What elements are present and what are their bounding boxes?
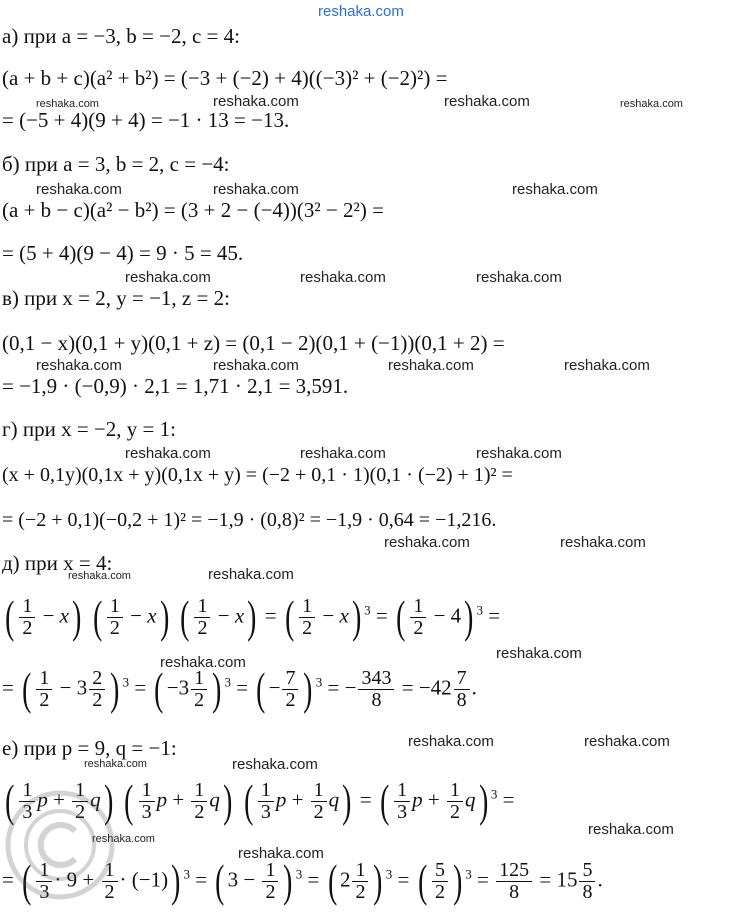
num: 7 <box>282 668 298 690</box>
num: 1 <box>194 596 210 618</box>
num: 5 <box>579 860 595 882</box>
part-a-line-2: = (−5 + 4)(9 + 4) = −1 · 13 = −13. <box>2 108 290 132</box>
num: 1 <box>102 860 118 882</box>
part-d-heading: д) при x = 4: <box>2 551 113 575</box>
watermark: reshaka.com <box>444 93 530 110</box>
num: 1 <box>311 780 327 802</box>
num: 7 <box>454 668 470 690</box>
watermark: reshaka.com <box>388 357 474 374</box>
mixed-whole: 3 <box>76 675 88 700</box>
num: 1 <box>258 780 274 802</box>
value-minus-1: (−1) <box>131 867 169 892</box>
watermark: reshaka.com <box>476 445 562 462</box>
watermark: reshaka.com <box>213 93 299 110</box>
var-x: x <box>339 603 349 628</box>
den: 2 <box>75 801 86 823</box>
part-a-heading: а) при a = −3, b = −2, c = 4: <box>2 24 240 48</box>
watermark: reshaka.com <box>496 645 582 662</box>
result-whole: −42 <box>418 675 452 700</box>
den: 2 <box>302 617 313 639</box>
num: 1 <box>410 596 426 618</box>
num: 1 <box>139 780 155 802</box>
part-a-line-1: (a + b + c)(a² + b²) = (−3 + (−2) + 4)((−3)² + (−2)²) = <box>2 66 448 90</box>
watermark: reshaka.com <box>160 654 246 671</box>
den: 2 <box>194 801 205 823</box>
value-9: 9 <box>66 867 78 892</box>
part-d-line-1: ( $\frac{1}{2}$ − x) ( $\frac{1}{2}$ − x) ( $\frac{1}{2}$ − x) = ( $\frac{1}{2}$ − x) $^3$ = ( $\frac{1}{2}$ − 4) $^3$ = <box>5 591 501 643</box>
den: 3 <box>397 801 408 823</box>
den: 3 <box>260 801 271 823</box>
part-g-line-1: (x + 0,1y)(0,1x + y)(0,1x + y) = (−2 + 0,1 · 1)(0,1 · (−2) + 1)² = <box>2 464 513 486</box>
value-4: 4 <box>450 603 462 628</box>
watermark: reshaka.com <box>36 357 122 374</box>
num: 1 <box>19 596 35 618</box>
part-e-line-2: = ( $\frac{1}{3}$ · 9 + $\frac{1}{2}$ · (−1)) $^3$ = ( 3 − $\frac{1}{2}$ ) $^3$ = ( 2 $\frac{1}{2}$ ) $^3$ = ( $\frac{5}{2}$ ) $^3$ = $\frac{125}{8}$ = 15 $\frac{5}{8}$ . <box>2 855 603 907</box>
watermark: reshaka.com <box>560 534 646 551</box>
part-g-heading: г) при x = −2, y = 1: <box>2 417 176 441</box>
num: 1 <box>394 780 410 802</box>
part-g-line-2: = (−2 + 0,1)(−0,2 + 1)² = −1,9 · (0,8)² = −1,9 · 0,64 = −1,216. <box>2 509 497 531</box>
den: 2 <box>197 617 208 639</box>
watermark: reshaka.com <box>384 534 470 551</box>
copyright-seal-watermark <box>0 755 120 915</box>
num: 1 <box>447 780 463 802</box>
den: 2 <box>22 617 33 639</box>
num: 1 <box>72 780 88 802</box>
watermark: reshaka.com <box>84 758 147 770</box>
num: 1 <box>191 668 207 690</box>
num: 1 <box>36 668 52 690</box>
den: 2 <box>450 801 461 823</box>
result-whole: 15 <box>556 867 578 892</box>
den: 2 <box>285 689 296 711</box>
watermark: reshaka.com <box>36 98 99 110</box>
den: 8 <box>509 881 520 903</box>
var-x: x <box>59 603 69 628</box>
den: 2 <box>194 689 205 711</box>
num: 1 <box>262 860 278 882</box>
part-v-line-1: (0,1 − x)(0,1 + y)(0,1 + z) = (0,1 − 2)(0,1 + (−1))(0,1 + 2) = <box>2 331 505 355</box>
part-b-line-2: = (5 + 4)(9 − 4) = 9 · 5 = 45. <box>2 241 244 265</box>
site-watermark-top[interactable]: reshaka.com <box>318 3 404 20</box>
den: 2 <box>355 881 366 903</box>
watermark: reshaka.com <box>512 181 598 198</box>
watermark: reshaka.com <box>300 445 386 462</box>
watermark: reshaka.com <box>408 733 494 750</box>
part-d-line-2: = ( $\frac{1}{2}$ − 3 $\frac{2}{2}$ ) $^3$ = ( −3 $\frac{1}{2}$ ) $^3$ = ( − $\frac{7}{2}$ ) $^3$ = − $\frac{343}{8}$ = −42 $\frac{7}{8}$ . <box>2 663 477 715</box>
den: 3 <box>22 801 33 823</box>
den: 8 <box>582 881 593 903</box>
watermark: reshaka.com <box>92 833 155 845</box>
den: 8 <box>371 689 382 711</box>
den: 8 <box>456 689 467 711</box>
watermark: reshaka.com <box>213 357 299 374</box>
neg-three: −3 <box>166 675 190 700</box>
num: 125 <box>496 860 532 882</box>
den: 2 <box>104 881 115 903</box>
num: 1 <box>191 780 207 802</box>
watermark: reshaka.com <box>125 445 211 462</box>
num: 5 <box>432 860 448 882</box>
num: 1 <box>352 860 368 882</box>
num: 1 <box>36 860 52 882</box>
den: 3 <box>141 801 152 823</box>
watermark: reshaka.com <box>588 821 674 838</box>
part-b-heading: б) при a = 3, b = 2, c = −4: <box>2 152 230 176</box>
watermark: reshaka.com <box>238 845 324 862</box>
den: 2 <box>434 881 445 903</box>
watermark: reshaka.com <box>584 733 670 750</box>
watermark: reshaka.com <box>125 269 211 286</box>
watermark: reshaka.com <box>620 98 683 110</box>
part-e-line-1: ( $\frac{1}{3}$ p + $\frac{1}{2}$ q) ( $\frac{1}{3}$ p + $\frac{1}{2}$ q) ( $\frac{1}{3}$ p + $\frac{1}{2}$ q) = ( $\frac{1}{3}$ p + $\frac{1}{2}$ q) $^3$ = <box>5 775 515 827</box>
den: 2 <box>109 617 120 639</box>
num: 1 <box>19 780 35 802</box>
watermark: reshaka.com <box>213 181 299 198</box>
watermark: reshaka.com <box>564 357 650 374</box>
watermark: reshaka.com <box>208 566 294 583</box>
num: 1 <box>299 596 315 618</box>
watermark: reshaka.com <box>476 269 562 286</box>
watermark: reshaka.com <box>300 269 386 286</box>
den: 2 <box>92 689 103 711</box>
den: 2 <box>313 801 324 823</box>
part-b-line-1: (a + b − c)(a² − b²) = (3 + 2 − (−4))(3² − 2²) = <box>2 198 384 222</box>
den: 2 <box>265 881 276 903</box>
part-v-line-2: = −1,9 · (−0,9) · 2,1 = 1,71 · 2,1 = 3,591. <box>2 374 349 398</box>
part-v-heading: в) при x = 2, y = −1, z = 2: <box>2 286 230 310</box>
num: 343 <box>358 668 394 690</box>
den: 3 <box>39 881 50 903</box>
den: 2 <box>39 689 50 711</box>
var-x: x <box>147 603 157 628</box>
var-x: x <box>234 603 245 628</box>
watermark: reshaka.com <box>68 570 131 582</box>
watermark: reshaka.com <box>232 756 318 773</box>
num: 2 <box>89 668 105 690</box>
den: 2 <box>413 617 424 639</box>
part-e-heading: е) при p = 9, q = −1: <box>2 736 177 760</box>
num: 1 <box>107 596 123 618</box>
watermark: reshaka.com <box>36 181 122 198</box>
